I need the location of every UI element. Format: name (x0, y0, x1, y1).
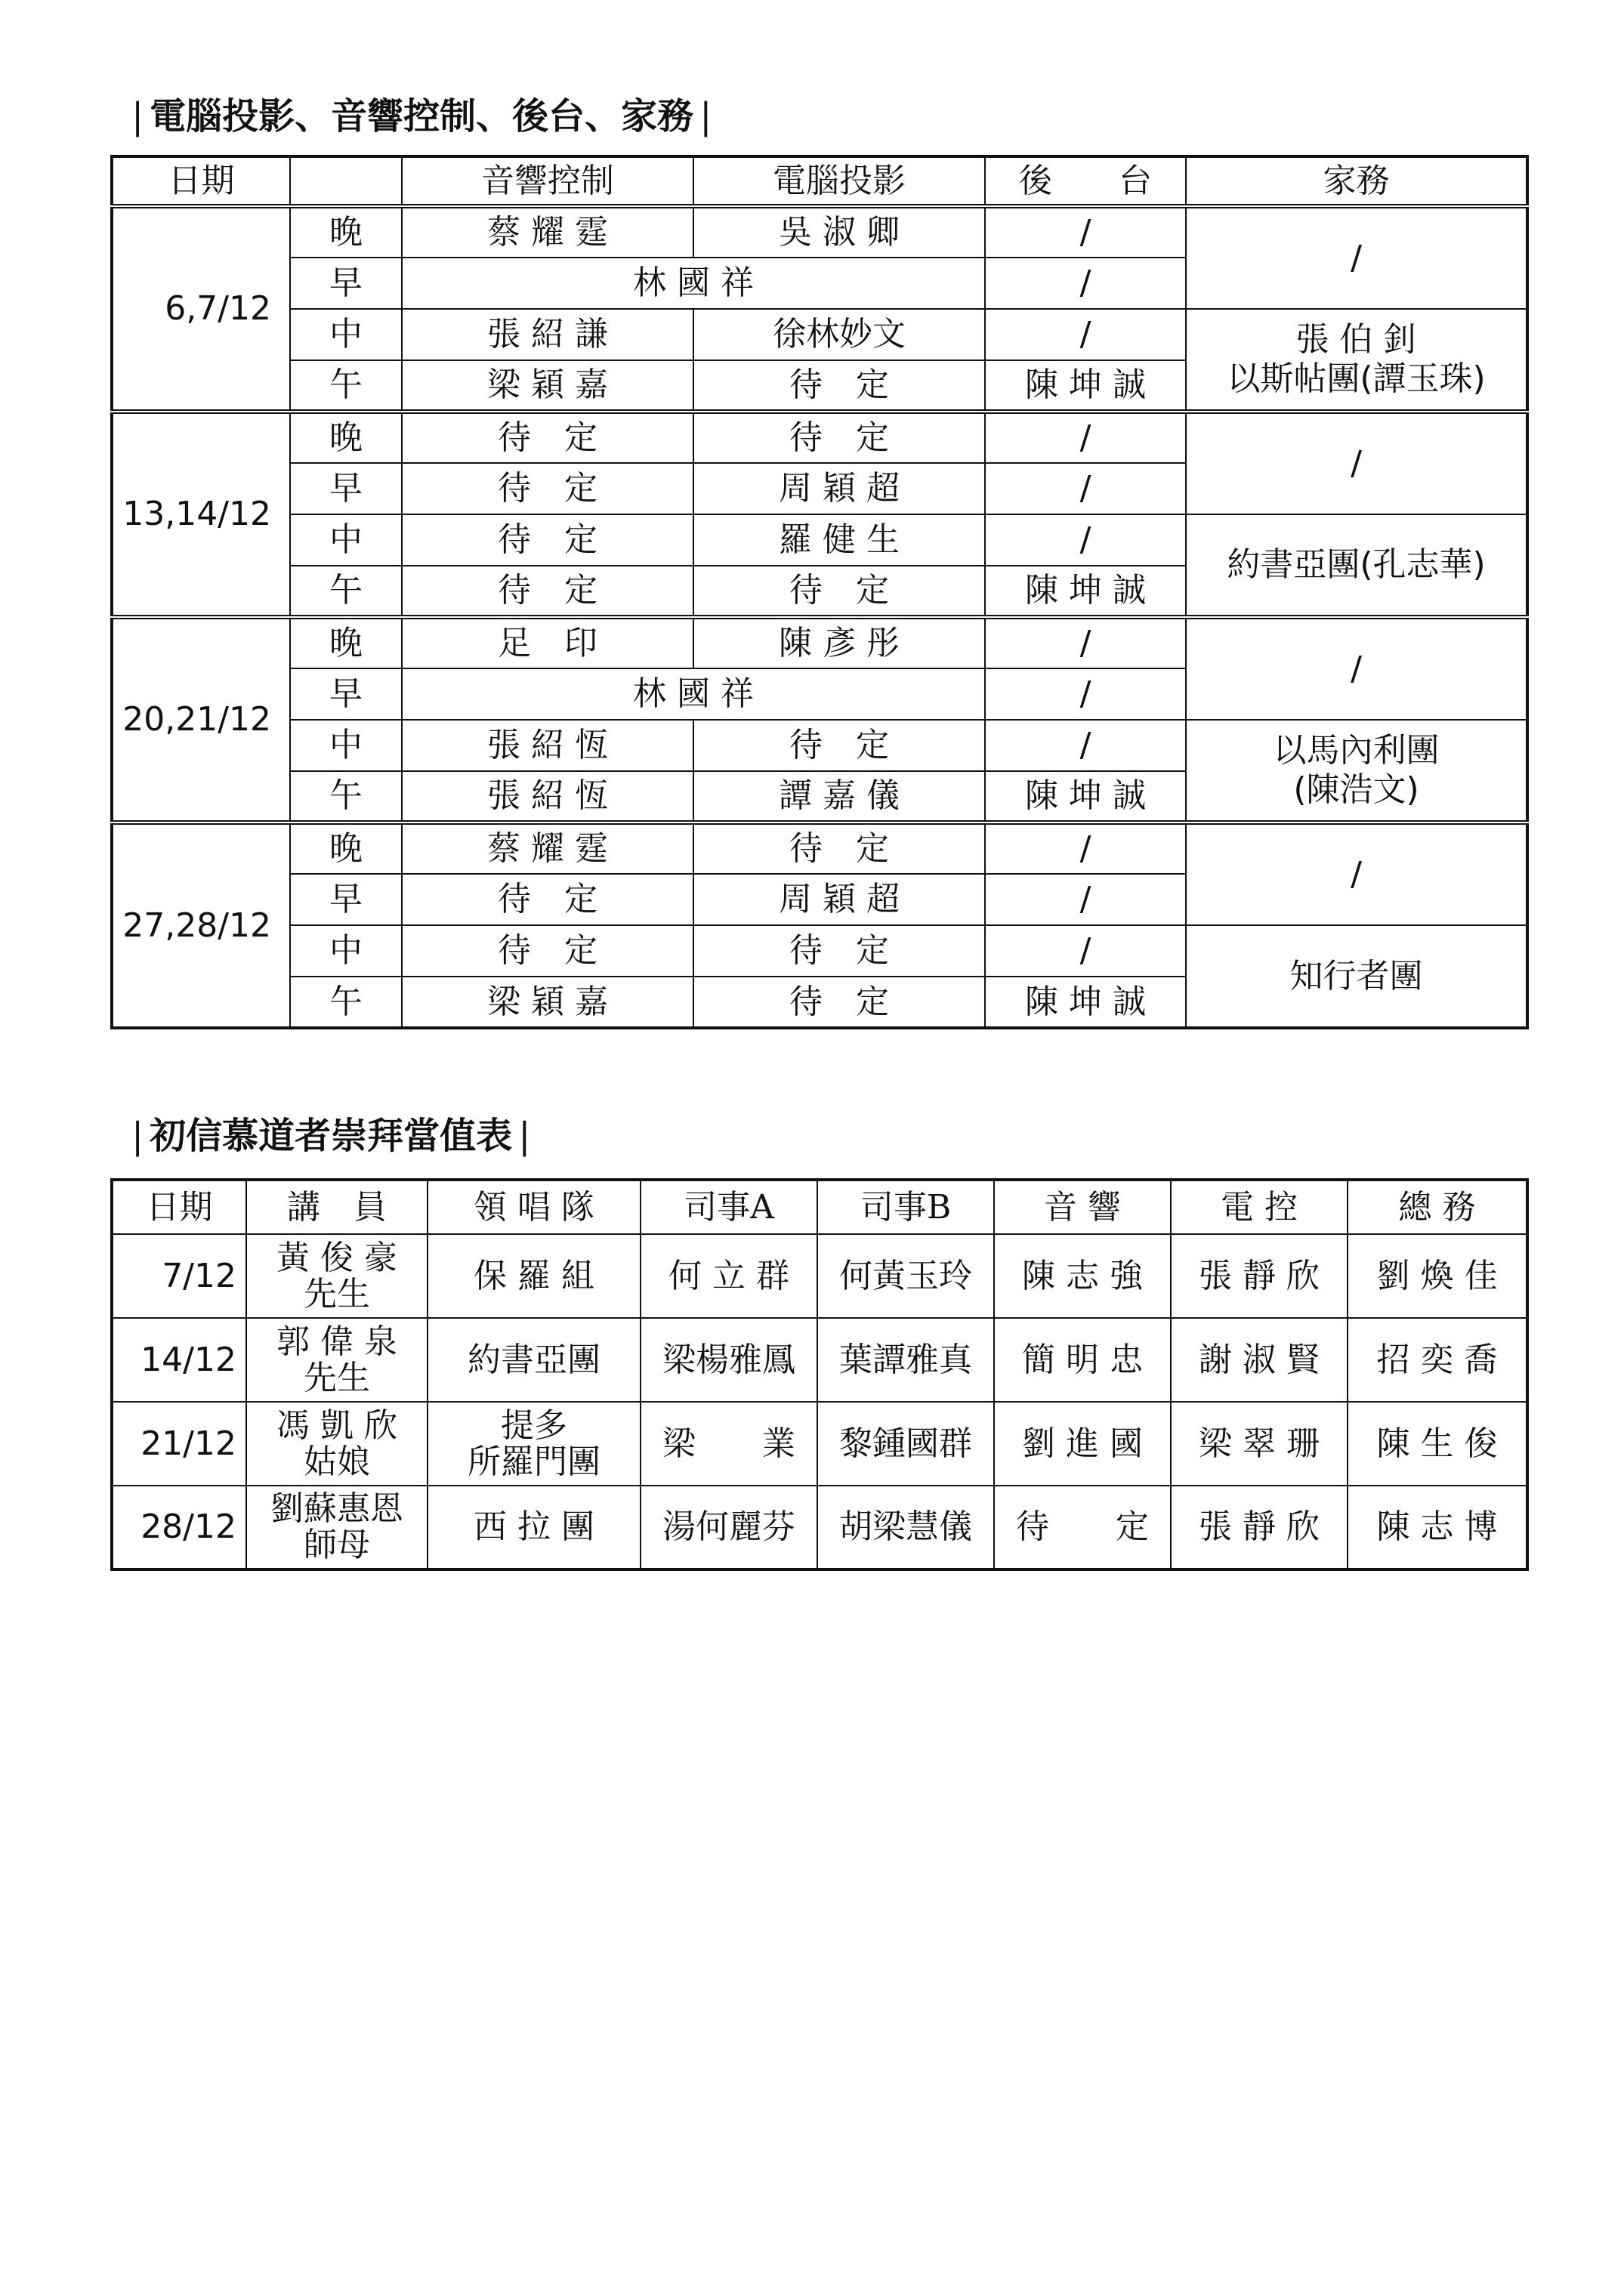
chores-cell (1186, 925, 1527, 1028)
col-header-backstage: 後 台 (985, 156, 1186, 206)
title-divider: | (699, 95, 712, 137)
speaker-line: 師母 (304, 1526, 370, 1564)
chores-line: 張 伯 釗 (1295, 320, 1417, 359)
sound-cell: 待 定 (402, 514, 693, 566)
col-header: 音 響 (994, 1180, 1171, 1234)
sound-cell: 劉 進 國 (994, 1402, 1171, 1486)
sound-cell: 陳 志 強 (994, 1234, 1171, 1318)
section-title-duty (125, 94, 718, 139)
backstage-cell: / (985, 925, 1186, 977)
slot-cell: 晚 (290, 412, 402, 463)
chores-cell: / (1186, 822, 1527, 925)
chores-cell (1186, 720, 1527, 822)
col-header: 總 務 (1348, 1180, 1527, 1234)
projection-cell: 周 穎 超 (693, 874, 985, 925)
col-header-projection: 電腦投影 (693, 156, 985, 206)
projection-cell: 周 穎 超 (693, 463, 985, 514)
chores-line: 以斯帖團(譚玉珠) (1227, 360, 1486, 398)
duty-row (112, 617, 1527, 668)
slot-cell: 中 (290, 925, 402, 977)
duty-row (112, 720, 1527, 771)
chores-line: 以馬內利團 (1273, 731, 1440, 770)
backstage-cell: / (985, 822, 1186, 874)
slot-cell: 中 (290, 514, 402, 566)
usher-a-cell: 梁 業 (641, 1402, 817, 1486)
backstage-cell: 陳 坤 誠 (985, 977, 1186, 1028)
date-group (112, 412, 1527, 617)
general-cell: 劉 煥 佳 (1348, 1234, 1527, 1318)
backstage-cell: 陳 坤 誠 (985, 360, 1186, 412)
sound-cell: 張 紹 恆 (402, 720, 693, 771)
projection-cell: 徐林妙文 (693, 309, 985, 360)
speaker-cell (246, 1318, 428, 1402)
projection-cell: 陳 彥 彤 (693, 617, 985, 668)
merged-sound-projection-cell: 林 國 祥 (402, 258, 985, 309)
projection-cell: 吳 淑 卿 (693, 206, 985, 258)
usher-a-cell: 湯何麗芬 (641, 1486, 817, 1569)
backstage-cell: / (985, 874, 1186, 925)
date-cell: 13,14/12 (112, 412, 290, 617)
duty-row (112, 309, 1527, 360)
speaker-cell (246, 1234, 428, 1318)
section-title-text: 電腦投影、音響控制、後台、家務 (150, 95, 694, 137)
duty-table (110, 155, 1529, 1029)
speaker-cell (246, 1486, 428, 1569)
slot-cell: 午 (290, 566, 402, 617)
title-divider: | (131, 1115, 144, 1157)
usher-a-cell: 何 立 群 (641, 1234, 817, 1318)
title-divider: | (131, 95, 144, 137)
sound-cell: 蔡 耀 霆 (402, 206, 693, 258)
projection-cell: 待 定 (693, 822, 985, 874)
duty-row (112, 514, 1527, 566)
control-cell: 張 靜 欣 (1171, 1234, 1348, 1318)
usher-a-cell: 梁楊雅鳳 (641, 1318, 817, 1402)
duty-row (112, 206, 1527, 258)
choir-line: 提多 (501, 1406, 567, 1445)
usher-b-cell: 黎鍾國群 (817, 1402, 994, 1486)
title-divider: | (518, 1115, 531, 1157)
projection-cell: 羅 健 生 (693, 514, 985, 566)
sound-cell: 待 定 (402, 925, 693, 977)
date-cell: 21/12 (112, 1402, 246, 1486)
control-cell: 謝 淑 賢 (1171, 1318, 1348, 1402)
slot-cell: 早 (290, 258, 402, 309)
sound-cell: 待 定 (994, 1486, 1171, 1569)
chores-cell: / (1186, 412, 1527, 514)
sound-cell: 蔡 耀 霆 (402, 822, 693, 874)
sound-cell: 梁 穎 嘉 (402, 360, 693, 412)
speaker-line: 劉蘇惠恩 (270, 1489, 403, 1528)
chores-line: 知行者團 (1289, 956, 1423, 995)
slot-cell: 早 (290, 668, 402, 720)
col-header: 領 唱 隊 (428, 1180, 641, 1234)
choir-line: 西 拉 團 (474, 1508, 594, 1546)
choir-line: 所羅門團 (468, 1442, 601, 1481)
chores-line: (陳浩文) (1293, 770, 1419, 809)
usher-b-cell: 胡梁慧儀 (817, 1486, 994, 1569)
control-cell: 梁 翠 珊 (1171, 1402, 1348, 1486)
sound-cell: 待 定 (402, 566, 693, 617)
choir-cell (428, 1402, 641, 1486)
backstage-cell: / (985, 668, 1186, 720)
speaker-line: 先生 (304, 1274, 370, 1313)
table-row (112, 1402, 1527, 1486)
table-row (112, 1318, 1527, 1402)
chores-line: 約書亞團(孔志華) (1227, 545, 1486, 584)
chores-cell (1186, 514, 1527, 617)
speaker-line: 黃 俊 豪 (276, 1238, 397, 1277)
backstage-cell: 陳 坤 誠 (985, 566, 1186, 617)
backstage-cell: / (985, 617, 1186, 668)
sound-cell: 待 定 (402, 874, 693, 925)
slot-cell: 中 (290, 720, 402, 771)
backstage-cell: / (985, 720, 1186, 771)
usher-b-cell: 葉譚雅真 (817, 1318, 994, 1402)
slot-cell: 早 (290, 874, 402, 925)
slot-cell: 早 (290, 463, 402, 514)
chores-cell: / (1186, 206, 1527, 309)
usher-b-cell: 何黃玉玲 (817, 1234, 994, 1318)
worship-table (110, 1178, 1529, 1571)
sound-cell: 簡 明 忠 (994, 1318, 1171, 1402)
slot-cell: 午 (290, 977, 402, 1028)
col-header-chores: 家務 (1186, 156, 1527, 206)
table-row (112, 1486, 1527, 1569)
speaker-line: 姑娘 (304, 1442, 370, 1481)
date-group (112, 822, 1527, 1028)
duty-table-header (112, 156, 1527, 206)
projection-cell: 待 定 (693, 977, 985, 1028)
backstage-cell: / (985, 463, 1186, 514)
col-header: 司事A (641, 1180, 817, 1234)
backstage-cell: / (985, 309, 1186, 360)
col-header-sound: 音響控制 (402, 156, 693, 206)
general-cell: 陳 生 俊 (1348, 1402, 1527, 1486)
speaker-line: 先生 (304, 1358, 370, 1397)
date-cell: 27,28/12 (112, 822, 290, 1028)
chores-cell: / (1186, 617, 1527, 720)
col-header: 講 員 (246, 1180, 428, 1234)
duty-row (112, 925, 1527, 977)
sound-cell: 足 印 (402, 617, 693, 668)
sound-cell: 張 紹 謙 (402, 309, 693, 360)
slot-cell: 晚 (290, 822, 402, 874)
date-cell: 20,21/12 (112, 617, 290, 822)
sound-cell: 梁 穎 嘉 (402, 977, 693, 1028)
col-header-slot (290, 156, 402, 206)
speaker-cell (246, 1402, 428, 1486)
choir-cell (428, 1318, 641, 1402)
projection-cell: 待 定 (693, 360, 985, 412)
projection-cell: 待 定 (693, 412, 985, 463)
backstage-cell: / (985, 514, 1186, 566)
duty-row (112, 412, 1527, 463)
date-group (112, 206, 1527, 412)
date-cell: 14/12 (112, 1318, 246, 1402)
projection-cell: 譚 嘉 儀 (693, 771, 985, 822)
section-title-text: 初信慕道者崇拜當值表 (150, 1115, 513, 1157)
slot-cell: 午 (290, 360, 402, 412)
date-group (112, 617, 1527, 822)
col-header: 司事B (817, 1180, 994, 1234)
sound-cell: 待 定 (402, 463, 693, 514)
date-cell: 28/12 (112, 1486, 246, 1569)
col-header: 電 控 (1171, 1180, 1348, 1234)
worship-table-header (112, 1180, 1527, 1234)
control-cell: 張 靜 欣 (1171, 1486, 1348, 1569)
date-cell: 6,7/12 (112, 206, 290, 412)
col-header-date: 日期 (112, 156, 290, 206)
slot-cell: 晚 (290, 206, 402, 258)
speaker-line: 馮 凱 欣 (276, 1406, 397, 1445)
projection-cell: 待 定 (693, 720, 985, 771)
section-title-worship (125, 1113, 536, 1159)
projection-cell: 待 定 (693, 925, 985, 977)
general-cell: 招 奕 喬 (1348, 1318, 1527, 1402)
slot-cell: 晚 (290, 617, 402, 668)
backstage-cell: / (985, 206, 1186, 258)
general-cell: 陳 志 博 (1348, 1486, 1527, 1569)
table-row (112, 1234, 1527, 1318)
date-cell: 7/12 (112, 1234, 246, 1318)
slot-cell: 午 (290, 771, 402, 822)
projection-cell: 待 定 (693, 566, 985, 617)
choir-line: 約書亞團 (468, 1340, 601, 1379)
backstage-cell: 陳 坤 誠 (985, 771, 1186, 822)
slot-cell: 中 (290, 309, 402, 360)
col-header: 日期 (112, 1180, 246, 1234)
speaker-line: 郭 偉 泉 (276, 1322, 397, 1361)
choir-cell (428, 1234, 641, 1318)
merged-sound-projection-cell: 林 國 祥 (402, 668, 985, 720)
sound-cell: 張 紹 恆 (402, 771, 693, 822)
duty-row (112, 822, 1527, 874)
backstage-cell: / (985, 412, 1186, 463)
chores-cell (1186, 309, 1527, 412)
backstage-cell: / (985, 258, 1186, 309)
choir-line: 保 羅 組 (474, 1256, 594, 1295)
choir-cell (428, 1486, 641, 1569)
sound-cell: 待 定 (402, 412, 693, 463)
